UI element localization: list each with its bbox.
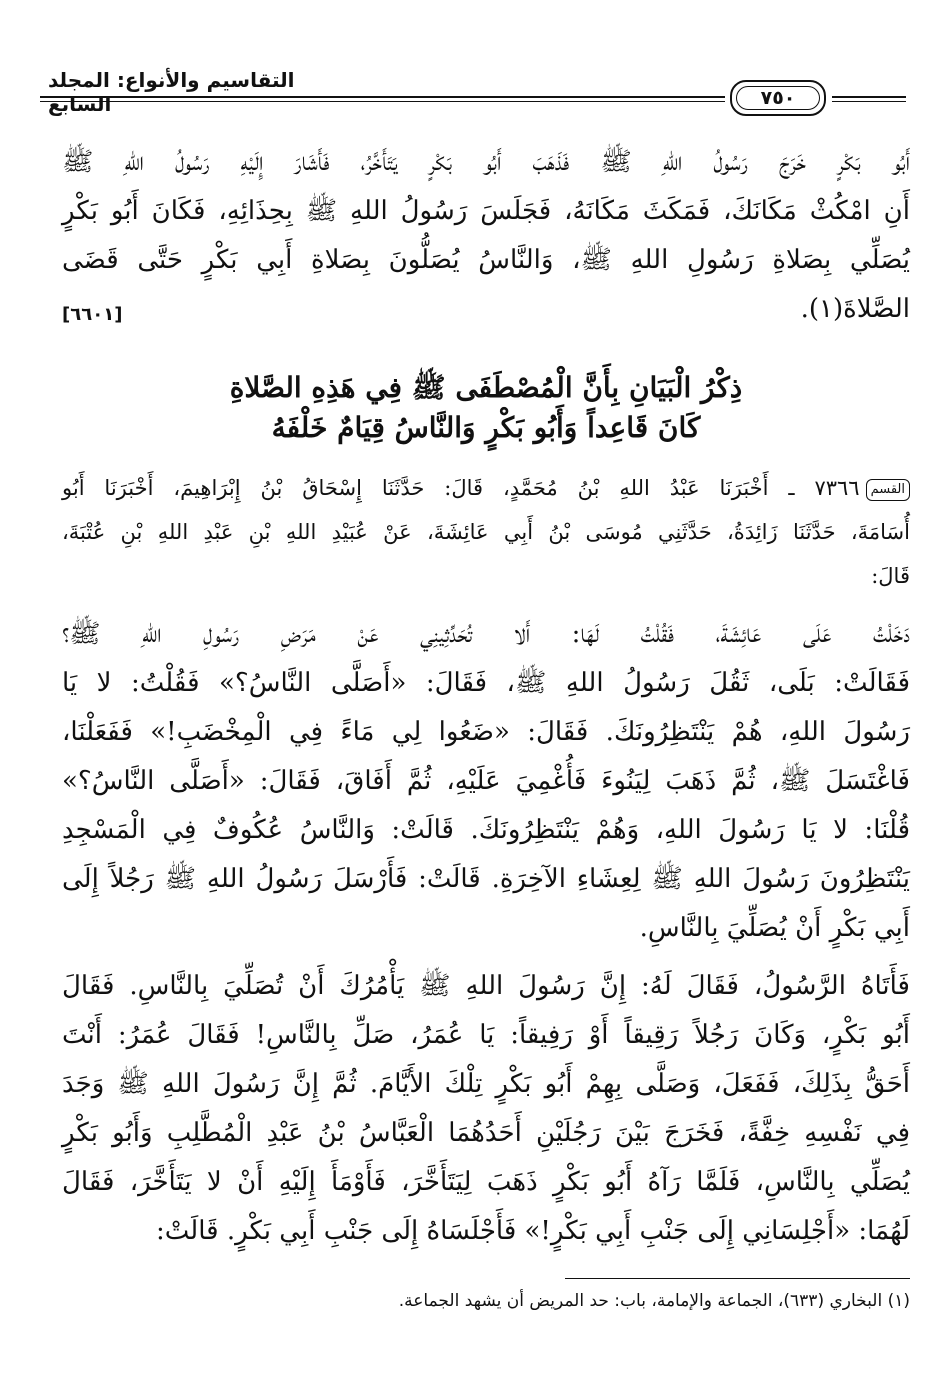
text-line: فَاغْتَسَلَ ﷺ، ثُمَّ ذَهَبَ لِيَنُوءَ فَأُغْمِيَ عَلَيْهِ، ثُمَّ أَفَاقَ، فَقَالَ: «أَصَلَّى النَّاسُ؟»: [62, 766, 910, 796]
text-line: أَبِي بَكْرٍ أَنْ يُصَلِّيَ بِالنَّاسِ.: [639, 913, 910, 943]
running-title: التقاسيم والأنواع: المجلد السابع: [48, 68, 295, 116]
text-line: فَأَتَاهُ الرَّسُولُ، فَقَالَ لَهُ: إِنَّ رَسُولَ اللهِ ﷺ يَأْمُرُكَ أَنْ تُصَلِّيَ بِالنَّاسِ. فَقَالَ: [62, 971, 910, 1001]
matn-paragraph-2: [62, 962, 910, 1256]
text-line: يَنْتَظِرُونَ رَسُولَ اللهِ ﷺ لِعِشَاءِ الآخِرَةِ. قَالَتْ: فَأَرْسَلَ رَسُولُ اللهِ ﷺ رَجُلاً إِلَى: [62, 864, 910, 894]
text-line: أَحَقُّ بِذَلِكَ، فَفَعَلَ، وَصَلَّى بِهِمْ أَبُو بَكْرٍ تِلْكَ الأَيَّامَ. ثُمَّ إِنَّ رَسُولَ اللهِ ﷺ وَجَدَ: [62, 1069, 910, 1099]
page-number: ٧٥٠: [736, 86, 820, 110]
footnote-separator: [565, 1278, 910, 1279]
header-rule-right: [832, 96, 906, 98]
hadith-isnad: [62, 466, 910, 598]
text-line: فَقَالَتْ: بَلَى، ثَقُلَ رَسُولُ اللهِ ﷺ، فَقَالَ: «أَصَلَّى النَّاسُ؟» فَقُلْتُ: لا يَا: [62, 668, 910, 698]
isnad-line-3: قَالَ:: [871, 564, 910, 588]
footnote: (١) البخاري (٦٣٣)، الجماعة والإمامة، باب: حد المريض أن يشهد الجماعة.: [398, 1291, 910, 1311]
text-line: أَبُو بَكْرٍ خَرَجَ رَسُولُ اللهِ ﷺ فَذَهَبَ أَبُو بَكْرٍ يَتَأَخَّرُ، فَأَشَارَ إِلَيْهِ رَسُولُ اللهِ ﷺ: [62, 147, 910, 177]
chapter-heading-line-1: ذِكْرُ الْبَيَانِ بِأَنَّ الْمُصْطَفَى ﷺ فِي هَذِهِ الصَّلاةِ: [229, 371, 743, 404]
isnad-text: ٧٣٦٦ ـ أَخْبَرَنَا عَبْدُ اللهِ بْنُ مُحَمَّدٍ، قَالَ: حَدَّثَنَا إِسْحَاقُ بْنُ إِبْرَاهِيمَ، أَخْبَرَنَا أَبُو: [62, 476, 860, 500]
isnad-line-2: أُسَامَةَ، حَدَّثَنَا زَائِدَةُ، حَدَّثَنِي مُوسَى بْنُ أَبِي عَائِشَةَ، عَنْ عُبَيْدِ اللهِ بْنِ عَبْدِ اللهِ بْنِ عُتْبَةَ،: [62, 520, 910, 544]
text-line: رَسُولَ اللهِ، هُمْ يَنْتَظِرُونَكَ. فَقَالَ: «ضَعُوا لِي مَاءً فِي الْمِخْضَبِ!» فَفَعَلْنَا،: [62, 717, 910, 747]
text-line: قُلْنَا: لا يَا رَسُولَ اللهِ، وَهُمْ يَنْتَظِرُونَكَ. قَالَتْ: وَالنَّاسُ عُكُوفٌ فِي الْمَسْجِدِ: [62, 815, 910, 845]
text-line: الصَّلاةَ(١).: [800, 294, 910, 324]
text-line: فِي نَفْسِهِ خِفَّةً، فَخَرَجَ بَيْنَ رَجُلَيْنِ أَحَدُهُمَا الْعَبَّاسُ بْنُ عَبْدِ الْمُطَّلِبِ وَأَبُو بَكْرٍ: [62, 1118, 910, 1148]
text-line: أَنِ امْكُثْ مَكَانَكَ، فَمَكَثَ مَكَانَهُ، فَجَلَسَ رَسُولُ اللهِ ﷺ بِحِذَائِهِ، فَكَانَ أَبُو بَكْرٍ: [62, 196, 910, 226]
matn-paragraph-1: [62, 610, 910, 953]
hadith-reference: [٦٦٠١]: [62, 304, 123, 325]
top-paragraph: [62, 138, 910, 334]
chapter-heading: [62, 368, 910, 448]
isnad-line-1: [62, 466, 910, 510]
header-rule-right-thin: [832, 101, 906, 102]
header-rule-thin: [40, 101, 725, 102]
text-line: أَبُو بَكْرٍ، وَكَانَ رَجُلاً رَقِيقاً أَوْ رَفِيقاً: يَا عُمَرُ، صَلِّ بِالنَّاسِ! فَقَالَ عُمَرُ: أَنْتَ: [62, 1020, 910, 1050]
text-line: يُصَلِّي بِالنَّاسِ، فَلَمَّا رَآهُ أَبُو بَكْرٍ ذَهَبَ لِيَتَأَخَّرَ، فَأَوْمَأَ إِلَيْهِ أَنْ لا يَتَأَخَّرَ، فَقَالَ: [62, 1167, 910, 1197]
text-line: دَخَلْتُ عَلَى عَائِشَةَ، فَقُلْتُ لَهَا: أَلا تُحَدِّثِينِي عَنْ مَرَضِ رَسُولِ اللهِ ﷺ؟: [62, 619, 910, 649]
chapter-heading-line-2: كَانَ قَاعِداً وَأَبُو بَكْرٍ وَالنَّاسُ قِيَامٌ خَلْفَهُ: [271, 411, 701, 444]
text-line: لَهُمَا: «أَجْلِسَانِي إِلَى جَنْبِ أَبِي بَكْرٍ!» فَأَجْلَسَاهُ إِلَى جَنْبِ أَبِي بَكْرٍ. قَالَتْ:: [156, 1216, 910, 1246]
section-badge: القسم: [866, 479, 910, 501]
header-rule: [40, 96, 725, 98]
page-number-frame: [730, 80, 826, 116]
text-line: يُصَلِّي بِصَلاةِ رَسُولِ اللهِ ﷺ، وَالنَّاسُ يُصَلُّونَ بِصَلاةِ أَبِي بَكْرٍ حَتَّى قَضَى: [62, 245, 910, 275]
